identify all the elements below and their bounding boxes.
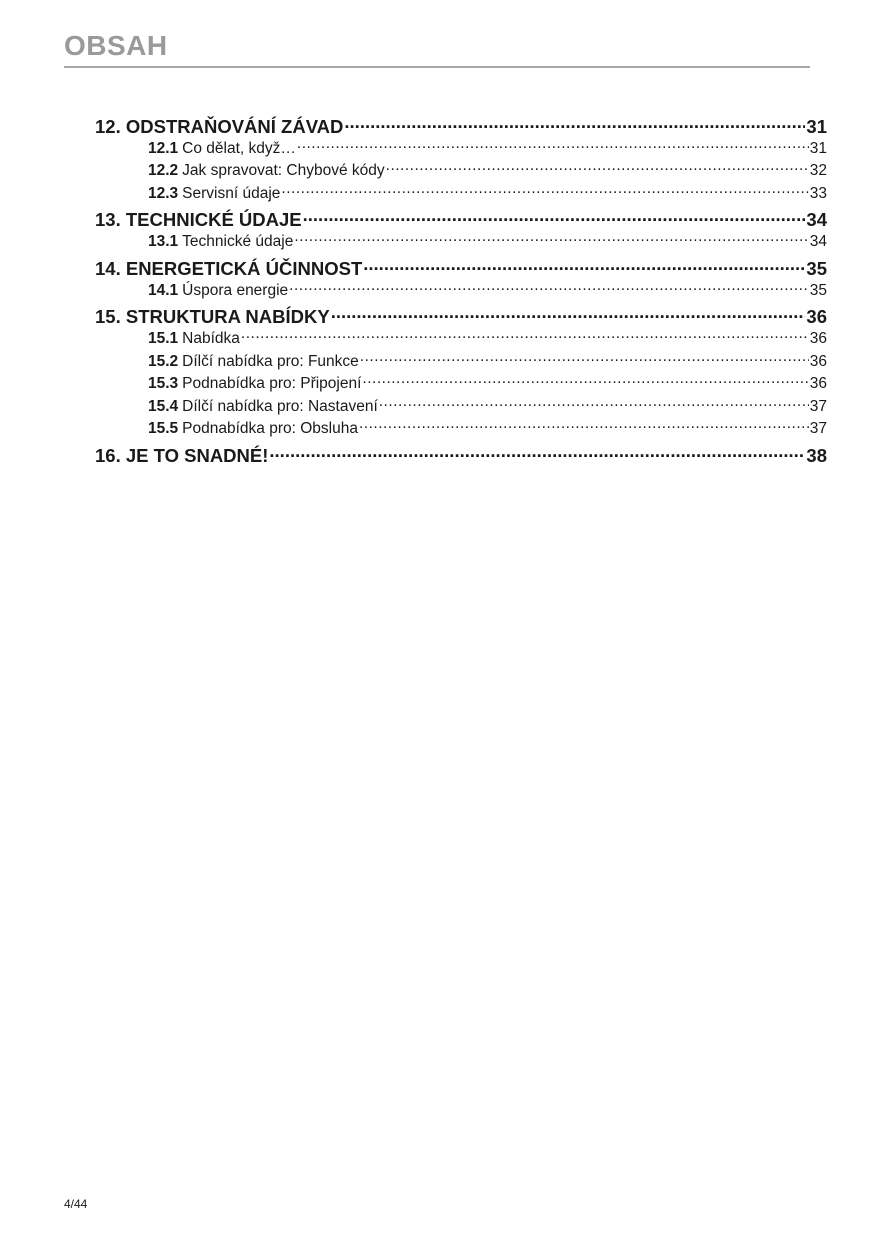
toc-entry-number: 15.3 — [148, 375, 179, 392]
toc-entry-page: 34 — [809, 233, 827, 250]
toc-entry-13-1[interactable] — [95, 231, 827, 254]
toc-entry-label: Jak spravovat: Chybové kódy — [182, 162, 385, 179]
toc-entry-number: 14. — [95, 257, 121, 279]
toc-entry-number: 12. — [95, 115, 121, 137]
toc-entry-number: 12.1 — [148, 139, 179, 157]
toc-entry-16[interactable] — [95, 443, 827, 466]
toc-entry-number: 15.1 — [148, 330, 179, 347]
toc-entry-label: Podnabídka pro: Obsluha — [182, 420, 358, 437]
toc-entry-page: 32 — [809, 162, 827, 179]
toc-entry-page: 36 — [809, 352, 827, 370]
toc-entry-number: 15.5 — [148, 420, 179, 437]
dot-leader — [359, 418, 809, 434]
toc-entry-label: STRUKTURA NABÍDKY — [125, 306, 330, 327]
toc-entry-label: Podnabídka pro: Připojení — [182, 375, 362, 392]
toc-entry-13[interactable] — [95, 208, 827, 231]
toc-entry-label: Úspora energie — [182, 281, 289, 299]
toc-entry-page: 31 — [809, 139, 827, 157]
toc-entry-page: 37 — [809, 420, 827, 437]
page-number: 4/44 — [64, 1197, 88, 1211]
toc-entry-15-5[interactable] — [95, 418, 827, 441]
toc-entry-number: 15.2 — [148, 352, 179, 370]
toc-entry-12[interactable] — [95, 114, 827, 137]
dot-leader — [269, 443, 805, 462]
dot-leader — [379, 395, 809, 411]
toc-entry-page: 36 — [809, 330, 827, 347]
toc-entry-14-1[interactable] — [95, 279, 827, 302]
toc-entry-12-1[interactable] — [95, 137, 827, 160]
toc-entry-page: 37 — [809, 397, 827, 415]
toc-entry-number: 15.4 — [148, 397, 179, 415]
dot-leader — [281, 182, 808, 198]
toc-entry-15-3[interactable] — [95, 373, 827, 396]
page-title: OBSAH — [64, 30, 168, 61]
dot-leader — [303, 208, 806, 227]
toc-entry-page: 31 — [806, 115, 827, 137]
toc-entry-number: 13. — [95, 209, 121, 230]
toc-entry-12-2[interactable] — [95, 160, 827, 183]
toc-entry-label: TECHNICKÉ ÚDAJE — [125, 209, 302, 230]
toc-entry-15[interactable] — [95, 305, 827, 328]
toc-entry-label: Dílčí nabídka pro: Funkce — [182, 352, 359, 370]
dot-leader — [294, 231, 808, 247]
toc-entry-label: ENERGETICKÁ ÚČINNOST — [125, 257, 363, 279]
toc-entry-page: 35 — [809, 281, 827, 299]
toc-entry-page: 38 — [806, 444, 827, 466]
toc-entry-label: Servisní údaje — [182, 184, 281, 202]
toc-entry-number: 13.1 — [148, 233, 179, 250]
toc-entry-page: 35 — [806, 257, 827, 279]
toc-entry-label: JE TO SNADNÉ! — [125, 444, 269, 466]
toc-entry-label: Dílčí nabídka pro: Nastavení — [182, 397, 378, 415]
table-of-contents — [95, 114, 827, 466]
toc-entry-label: Nabídka — [182, 330, 240, 347]
dot-leader — [360, 350, 809, 366]
dot-leader — [331, 305, 806, 324]
toc-entry-label: ODSTRAŇOVÁNÍ ZÁVAD — [125, 115, 344, 137]
toc-entry-number: 12.2 — [148, 162, 179, 179]
title-divider — [64, 66, 810, 68]
toc-entry-15-4[interactable] — [95, 395, 827, 418]
dot-leader — [344, 114, 805, 133]
toc-entry-number: 12.3 — [148, 184, 179, 202]
toc-entry-page: 36 — [809, 375, 827, 392]
toc-entry-page: 33 — [809, 184, 827, 202]
toc-entry-15-2[interactable] — [95, 350, 827, 373]
toc-entry-label: Co dělat, když… — [182, 139, 296, 157]
toc-entry-15-1[interactable] — [95, 328, 827, 351]
toc-entry-page: 36 — [806, 306, 827, 327]
toc-entry-number: 14.1 — [148, 281, 179, 299]
toc-entry-label: Technické údaje — [182, 233, 294, 250]
toc-entry-12-3[interactable] — [95, 182, 827, 205]
dot-leader — [241, 328, 809, 344]
toc-entry-page: 34 — [806, 209, 827, 230]
toc-entry-number: 15. — [95, 306, 121, 327]
dot-leader — [386, 160, 809, 176]
dot-leader — [363, 256, 805, 275]
dot-leader — [362, 373, 808, 389]
toc-entry-number: 16. — [95, 444, 121, 466]
dot-leader — [297, 137, 809, 153]
toc-entry-14[interactable] — [95, 256, 827, 279]
dot-leader — [289, 279, 809, 295]
